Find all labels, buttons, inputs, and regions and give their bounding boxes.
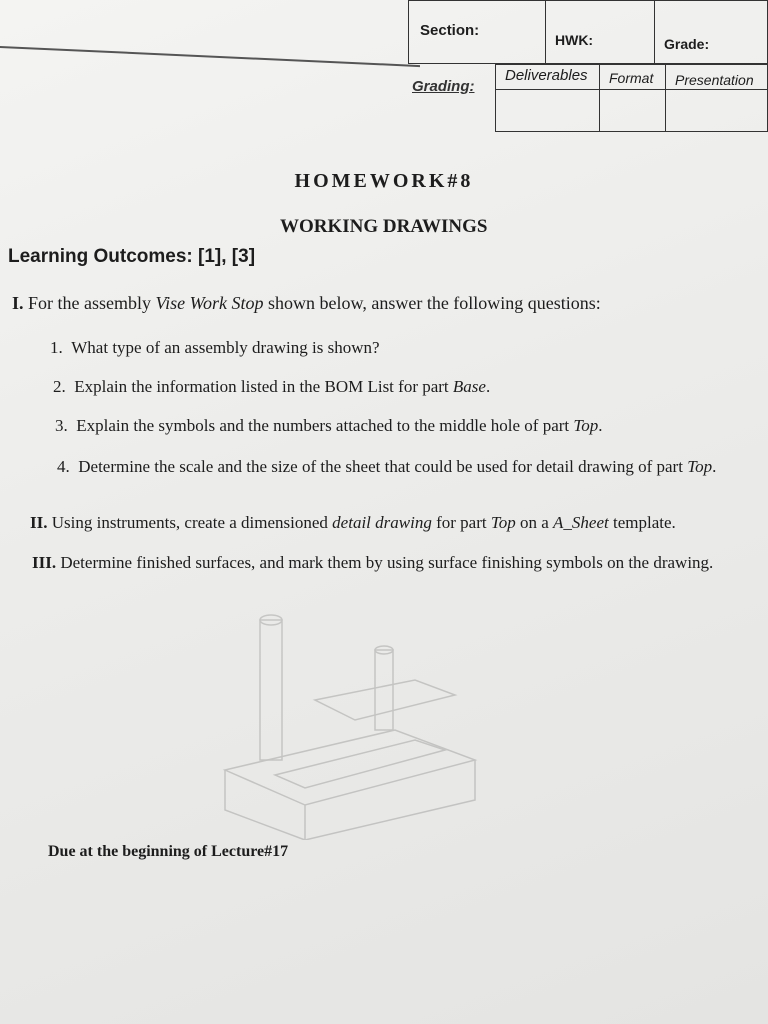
part-2-text: template. bbox=[608, 513, 676, 532]
deliverables-score bbox=[495, 89, 600, 132]
part-2-em-sheet: A_Sheet bbox=[553, 513, 609, 532]
part-1-text-a: For the assembly bbox=[28, 293, 156, 313]
part-3-numeral: III. bbox=[32, 553, 57, 572]
question-text: Explain the symbols and the numbers attached to the middle hole of part bbox=[76, 416, 574, 435]
learning-outcomes: Learning Outcomes: [1], [3] bbox=[8, 246, 256, 267]
question-3 bbox=[55, 415, 755, 437]
part-1-text-b: shown below, answer the following questions: bbox=[263, 293, 601, 313]
question-number: 1. bbox=[50, 338, 63, 357]
part-3-text: Determine finished surfaces, and mark them by using surface finishing symbols on the drawing. bbox=[56, 553, 714, 572]
part-2 bbox=[30, 512, 755, 534]
hwk-label: HWK: bbox=[555, 32, 594, 48]
question-text-end: . bbox=[712, 457, 717, 476]
presentation-label: Presentation bbox=[675, 72, 754, 88]
format-score bbox=[599, 89, 666, 132]
part-2-numeral: II. bbox=[30, 513, 48, 532]
deliverables-label: Deliverables bbox=[505, 67, 588, 84]
question-number: 4. bbox=[57, 457, 70, 476]
header-rule bbox=[0, 0, 420, 67]
question-number: 2. bbox=[53, 377, 66, 396]
grade-label: Grade: bbox=[664, 36, 710, 52]
section-label: Section: bbox=[420, 22, 480, 39]
format-label: Format bbox=[609, 70, 654, 86]
grade-cell bbox=[654, 0, 768, 64]
part-1-assembly-name: Vise Work Stop bbox=[155, 293, 264, 313]
question-text: Determine the scale and the size of the sheet that could be used for detail drawing of part bbox=[78, 457, 688, 476]
homework-title: HOMEWORK#8 bbox=[294, 170, 474, 192]
question-1 bbox=[50, 337, 750, 359]
part-2-text: for part bbox=[431, 513, 491, 532]
part-1-intro bbox=[12, 292, 752, 314]
part-2-text: on a bbox=[515, 513, 554, 532]
presentation-score bbox=[665, 89, 768, 132]
part-2-em-detail: detail drawing bbox=[332, 513, 432, 532]
part-2-text: Using instruments, create a dimensioned bbox=[47, 513, 333, 532]
question-4 bbox=[57, 456, 768, 478]
part-2-em-top: Top bbox=[490, 513, 516, 532]
part-3 bbox=[32, 552, 722, 574]
part-1-numeral: I. bbox=[12, 293, 24, 313]
grading-label: Grading: bbox=[412, 78, 475, 95]
vise-work-stop-sketch bbox=[215, 610, 515, 840]
question-2 bbox=[53, 376, 753, 398]
question-part-name: Base bbox=[452, 377, 486, 396]
question-text: What type of an assembly drawing is shown? bbox=[71, 338, 380, 357]
due-note: Due at the beginning of Lecture#17 bbox=[48, 843, 289, 860]
question-text-end: . bbox=[485, 377, 491, 396]
question-number: 3. bbox=[55, 416, 68, 435]
question-part-name: Top bbox=[687, 457, 713, 476]
question-text: Explain the information listed in the BOM List for part bbox=[74, 377, 453, 396]
homework-subtitle: WORKING DRAWINGS bbox=[280, 216, 488, 237]
question-text-end: . bbox=[598, 416, 603, 435]
question-part-name: Top bbox=[573, 416, 599, 435]
